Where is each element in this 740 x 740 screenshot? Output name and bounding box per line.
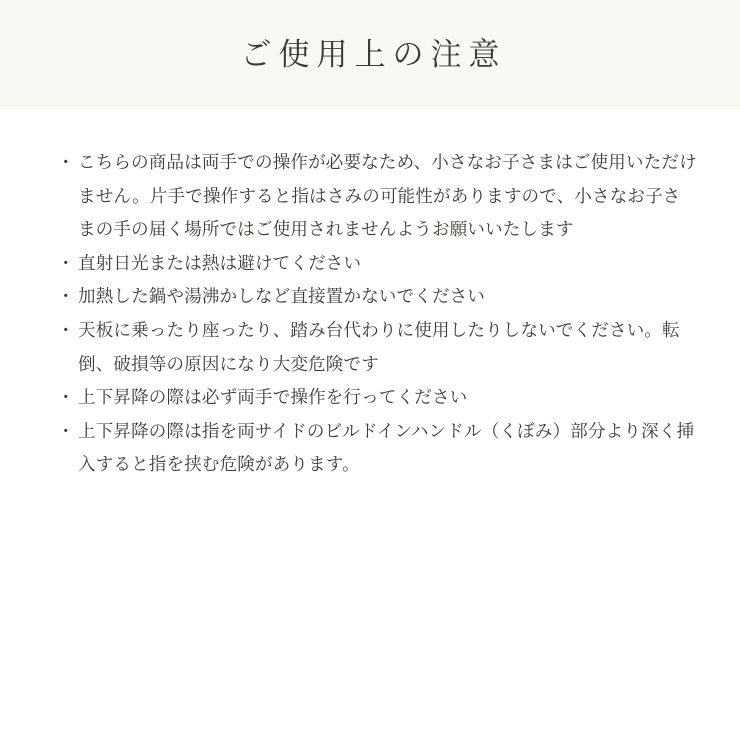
notice-body <box>0 110 740 740</box>
list-item-text: 直射日光または熱は避けてください <box>78 252 362 273</box>
list-item <box>57 280 697 314</box>
bullet-marker: ・ <box>57 152 75 172</box>
list-item <box>57 415 697 482</box>
header-band <box>0 0 740 110</box>
bullet-marker: ・ <box>57 420 75 441</box>
list-item <box>57 381 697 415</box>
page-title: ご使用上の注意 <box>240 37 507 73</box>
bullet-marker: ・ <box>57 319 75 340</box>
bullet-marker: ・ <box>57 252 75 273</box>
list-item-text: 天板に乗ったり座ったり、踏み台代わりに使用したりしないでください。転倒、破損等の原因になり大変危険です <box>78 319 680 374</box>
bullet-marker: ・ <box>57 286 75 307</box>
list-item-text: 加熱した鍋や湯沸かしなど直接置かないでください <box>78 286 486 307</box>
list-item <box>57 247 697 281</box>
list-item-text: こちらの商品は両手での操作が必要なため、小さなお子さまはご使用いただけません。片手で操作すると指はさみの可能性がありますので、小さなお子さまの手の届く場所ではご使用されませんようお願いいたします <box>78 152 697 240</box>
notice-list <box>57 146 697 482</box>
bullet-marker: ・ <box>57 387 75 408</box>
list-item <box>57 314 697 381</box>
list-item-text: 上下昇降の際は指を両サイドのビルドインハンドル（くぼみ）部分より深く挿入すると指を挟む危険があります。 <box>78 420 695 475</box>
list-item <box>57 146 697 247</box>
list-item-text: 上下昇降の際は必ず両手で操作を行ってください <box>78 387 468 408</box>
